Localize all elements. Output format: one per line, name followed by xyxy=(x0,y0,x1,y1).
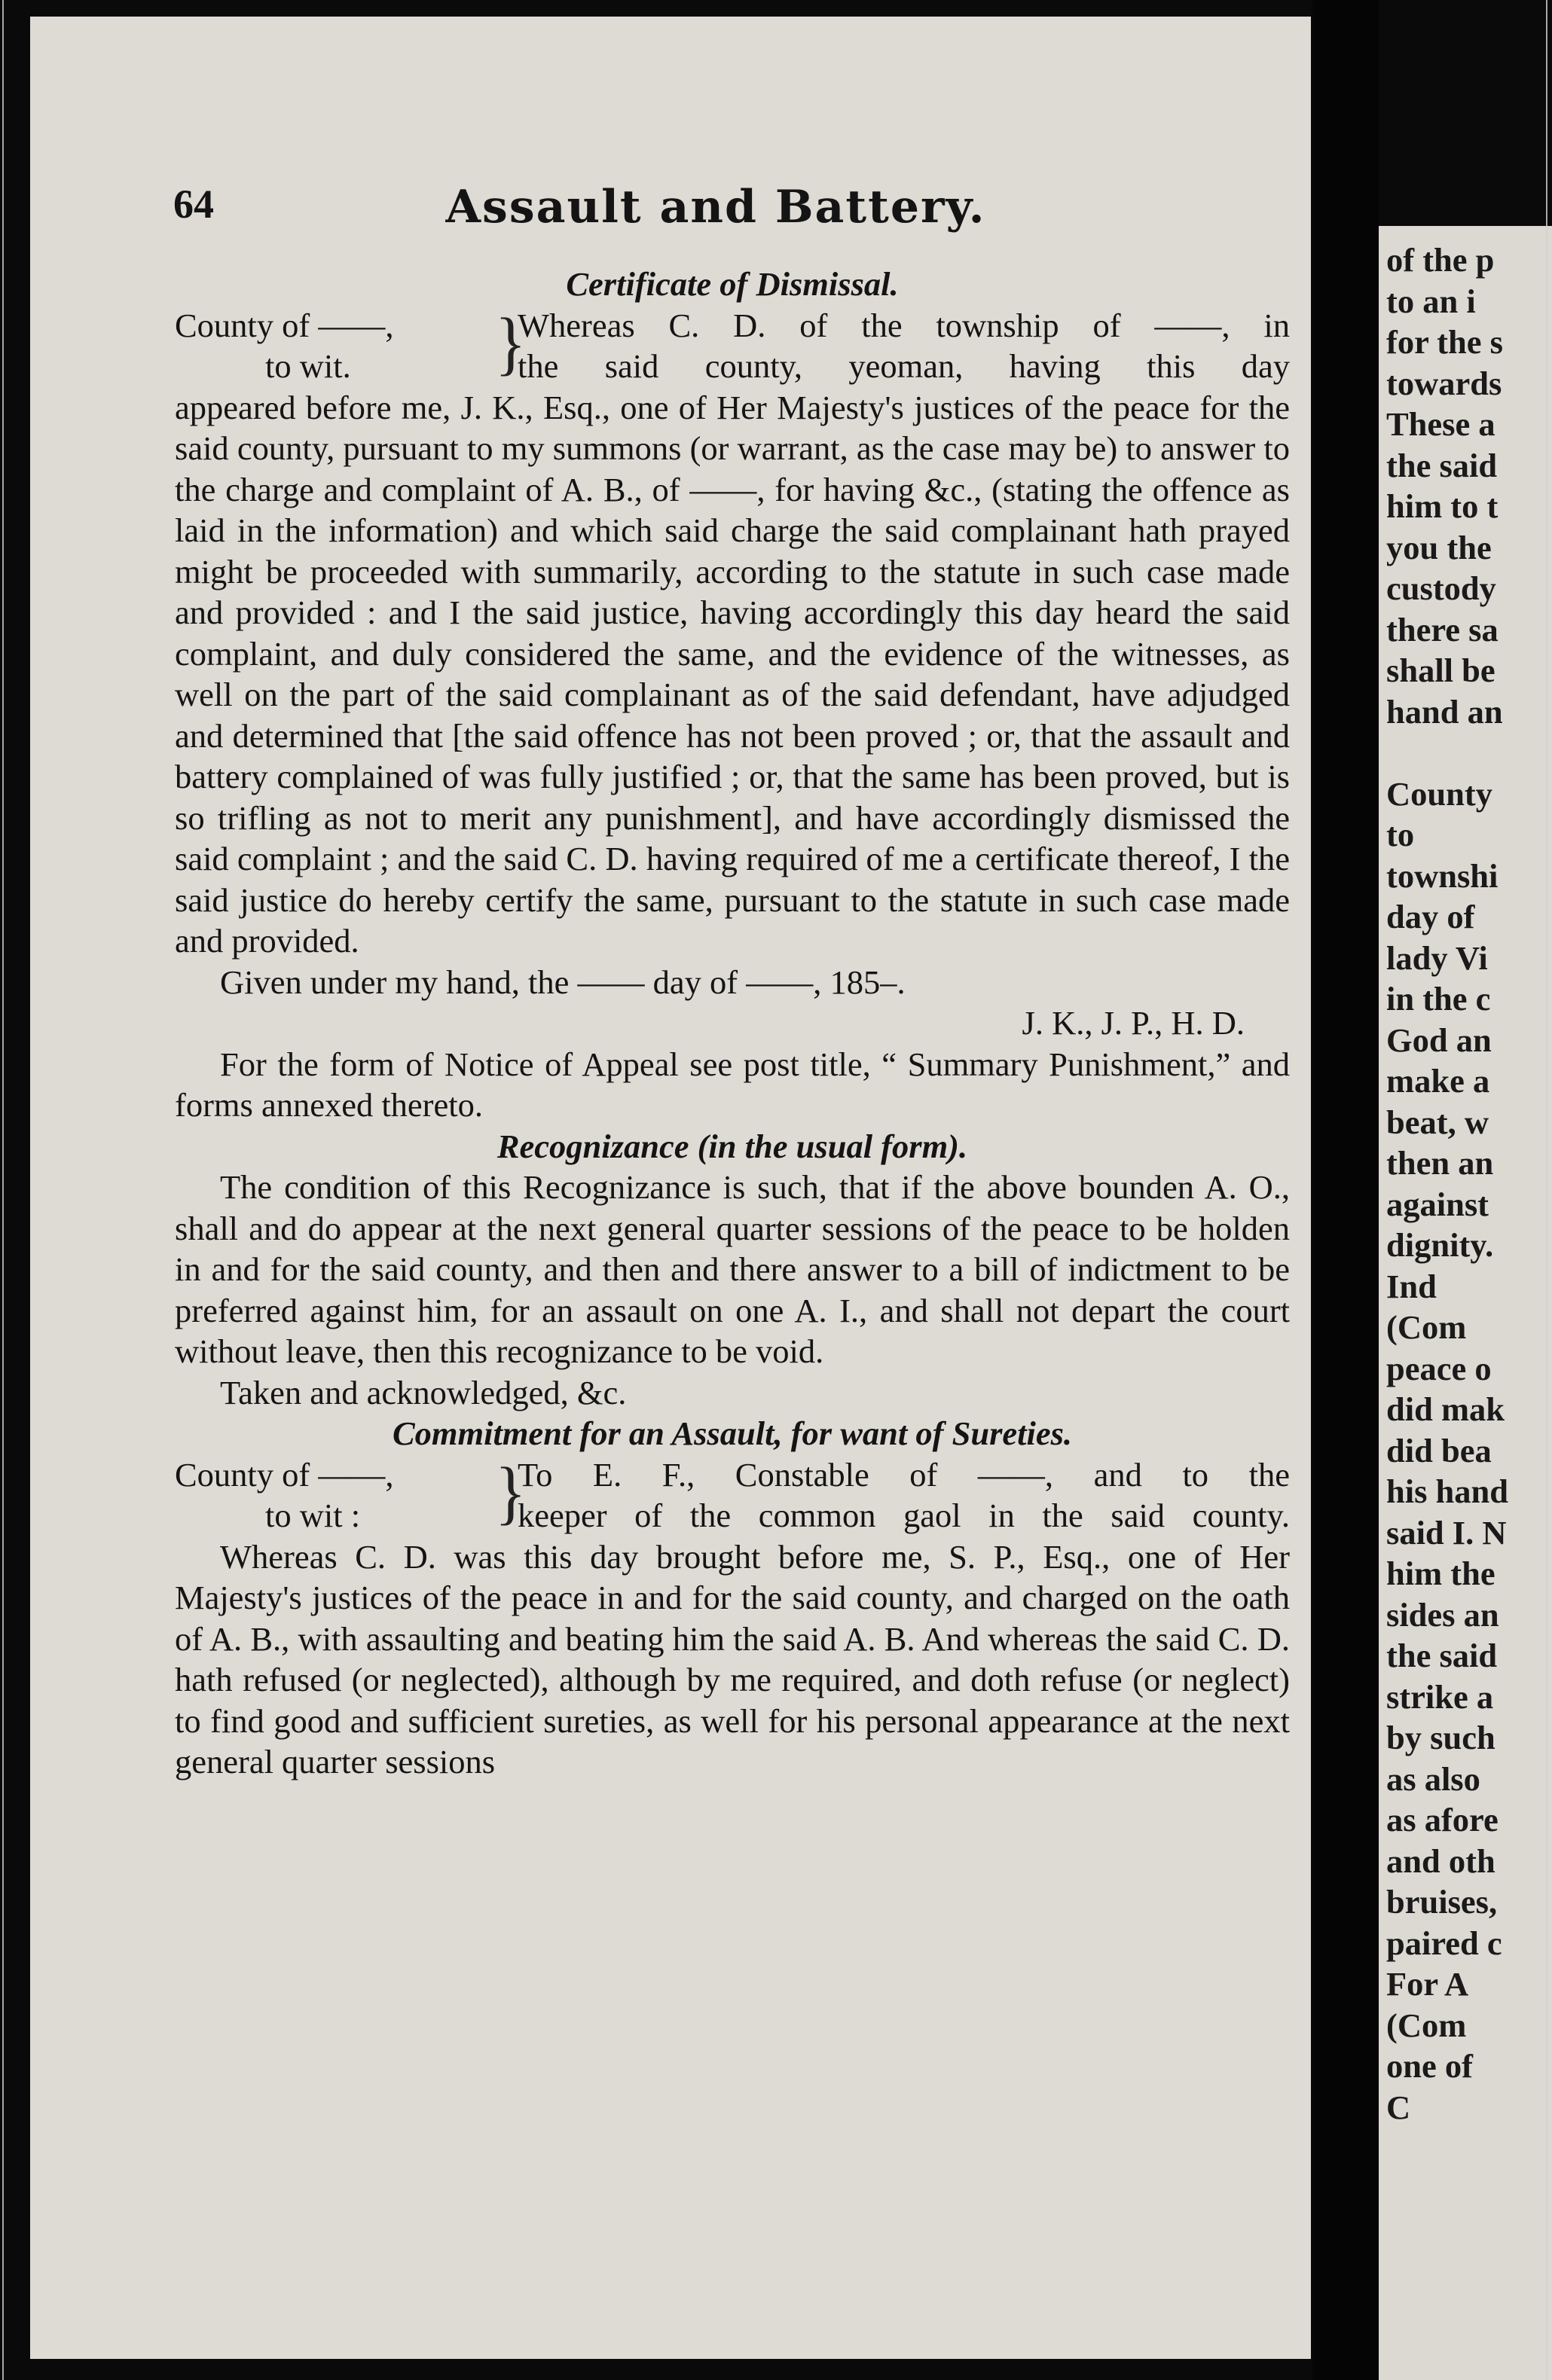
adjacent-page-line: as also xyxy=(1386,1759,1480,1798)
adjacent-page-line: for the s xyxy=(1386,323,1503,361)
adjacent-page-line: For A xyxy=(1386,1965,1469,2003)
adjacent-page-line: beat, w xyxy=(1386,1103,1489,1141)
adjacent-page-line: to xyxy=(1386,816,1415,853)
adjacent-page-line: him to t xyxy=(1386,487,1499,525)
adjacent-page-line: Ind xyxy=(1386,1267,1437,1305)
book-gutter xyxy=(1312,0,1379,2380)
caption-county: County of ——, xyxy=(175,1455,394,1494)
adjacent-page-line: as afore xyxy=(1386,1801,1499,1838)
caption-line: Whereas C. D. of the township of ——, in xyxy=(518,306,1290,344)
adjacent-page-line: lady Vi xyxy=(1386,938,1488,977)
caption-county: County of ——, xyxy=(175,306,394,344)
section-heading-certificate: Certificate of Dismissal. xyxy=(566,265,899,303)
adjacent-page-line: shall be xyxy=(1386,651,1495,689)
adjacent-page-line: (Com xyxy=(1386,1308,1467,1346)
appeal-note: For the form of Notice of Appeal see post title, “ Summary Punishment,” and forms annexed thereto. xyxy=(175,1045,1290,1124)
adjacent-page-line: (Com xyxy=(1386,2006,1467,2044)
adjacent-page-line: C xyxy=(1386,2088,1411,2126)
adjacent-page-column xyxy=(1386,240,1552,2128)
adjacent-page-line: sides an xyxy=(1386,1595,1499,1634)
adjacent-page-line: townshi xyxy=(1386,856,1499,895)
adjacent-page-line: one of xyxy=(1386,2047,1473,2085)
adjacent-page-line: you the xyxy=(1386,528,1492,566)
justice-signature: J. K., J. P., H. D. xyxy=(1022,1004,1245,1042)
caption-right xyxy=(518,305,1290,387)
adjacent-page-line: towards xyxy=(1386,364,1502,402)
adjacent-page-line: the said xyxy=(1386,446,1498,484)
adjacent-page-line: then an xyxy=(1386,1144,1494,1182)
adjacent-page-line: County xyxy=(1386,774,1492,813)
adjacent-page-line: dignity. xyxy=(1386,1226,1494,1264)
caption-to-wit: to wit : xyxy=(265,1497,361,1534)
adjacent-page-line: These a xyxy=(1386,405,1495,443)
adjacent-page-line: in the c xyxy=(1386,980,1491,1018)
venue-caption xyxy=(175,1451,1290,1536)
adjacent-page-line: did bea xyxy=(1386,1431,1492,1469)
adjacent-page-line: strike a xyxy=(1386,1677,1494,1716)
adjacent-page-line: the said xyxy=(1386,1637,1498,1674)
adjacent-page-line: him the xyxy=(1386,1555,1495,1592)
recognizance-body: The condition of this Recognizance is such, that if the above bounden A. O., shall and do appear at the next general quarter sessions of the peace to be holden in and for the said county, and then and there answer to a bill of indictment to be preferred against him, for an assault on one A. I., and shall not depart the court without leave, then this recognizance to be void. xyxy=(175,1168,1290,1370)
adjacent-page-line: bruises, xyxy=(1386,1883,1498,1921)
adjacent-page-line: said I. N xyxy=(1386,1513,1507,1552)
adjacent-page-line: God an xyxy=(1386,1021,1492,1059)
adjacent-page-line: his hand xyxy=(1386,1472,1509,1510)
running-title: Assault and Battery. xyxy=(445,181,986,233)
adjacent-page-line: and oth xyxy=(1386,1841,1495,1880)
commitment-body: Whereas C. D. was this day brought before me, S. P., Esq., one of Her Majesty's justices of the peace in and for the said county, and charged on the oath of A. B., with assaulting and beating him the said A. B. And whereas the said C. D. hath refused (or neglected), although by me required, and doth refuse (or neglect) to find good and sufficient sureties, as well for his personal appearance at the next general quarter sessions xyxy=(175,1537,1290,1780)
page-number: 64 xyxy=(173,182,214,227)
section-heading-recognizance: Recognizance (in the usual form). xyxy=(496,1127,968,1165)
caption-to-wit: to wit. xyxy=(265,347,351,385)
adjacent-page-line: hand an xyxy=(1386,692,1503,731)
page-body xyxy=(175,264,1290,1783)
venue-caption xyxy=(175,302,1290,387)
caption-right xyxy=(518,1454,1290,1536)
adjacent-page-line: against xyxy=(1386,1185,1489,1223)
adjacent-page-line: there sa xyxy=(1386,610,1499,648)
running-head xyxy=(151,181,1281,249)
adjacent-page-line: of the p xyxy=(1386,241,1495,279)
adjacent-page-line: to an i xyxy=(1386,282,1476,320)
brace-glyph: } xyxy=(495,1451,527,1532)
section-heading-commitment: Commitment for an Assault, for want of Sureties. xyxy=(392,1414,1073,1452)
scan-edge-line xyxy=(2,0,4,2380)
caption-left xyxy=(175,1454,495,1536)
adjacent-page-line: did mak xyxy=(1386,1390,1505,1428)
caption-line: To E. F., Constable of ——, and to the xyxy=(518,1455,1290,1494)
caption-left xyxy=(175,305,495,387)
caption-line: the said county, yeoman, having this day xyxy=(518,347,1290,385)
certificate-body: appeared before me, J. K., Esq., one of Her Majesty's justices of the peace for the said county, pursuant to my summons (or warrant, as the case may be) to answer to the charge and complaint of A. B., of ——, for having &c., (stating the offence as laid in the information) and which said charge the said complainant hath prayed might be proceeded with summarily, according to the statute in such case made and provided : and I the said justice, having accordingly this day heard the said complaint, and duly considered the same, and the evidence of the witnesses, as well on the part of the said complainant as of the said defendant, have adjudged and determined that [the said offence has not been proved ; or, that the assault and battery complained of was fully justified ; or, that the same has been proved, but is so trifling as not to merit any punishment], and have accordingly dismissed the said complaint ; and the said C. D. having required of me a certificate thereof, I the said justice do hereby certify the same, pursuant to the statute in such case made and provided. xyxy=(175,388,1290,960)
brace-glyph: } xyxy=(495,302,527,383)
given-under-hand: Given under my hand, the —— day of ——, 185–. xyxy=(220,963,906,1001)
taken-acknowledged: Taken and acknowledged, &c. xyxy=(220,1373,627,1411)
adjacent-page-line: day of xyxy=(1386,898,1475,935)
adjacent-page-line: by such xyxy=(1386,1719,1495,1756)
adjacent-page-line: paired c xyxy=(1386,1924,1502,1962)
adjacent-page-line xyxy=(1386,732,1552,774)
caption-line: keeper of the common gaol in the said county. xyxy=(518,1497,1290,1534)
adjacent-page-line: make a xyxy=(1386,1062,1490,1100)
adjacent-page-line: custody xyxy=(1386,569,1496,607)
adjacent-page-line: peace o xyxy=(1386,1349,1492,1387)
